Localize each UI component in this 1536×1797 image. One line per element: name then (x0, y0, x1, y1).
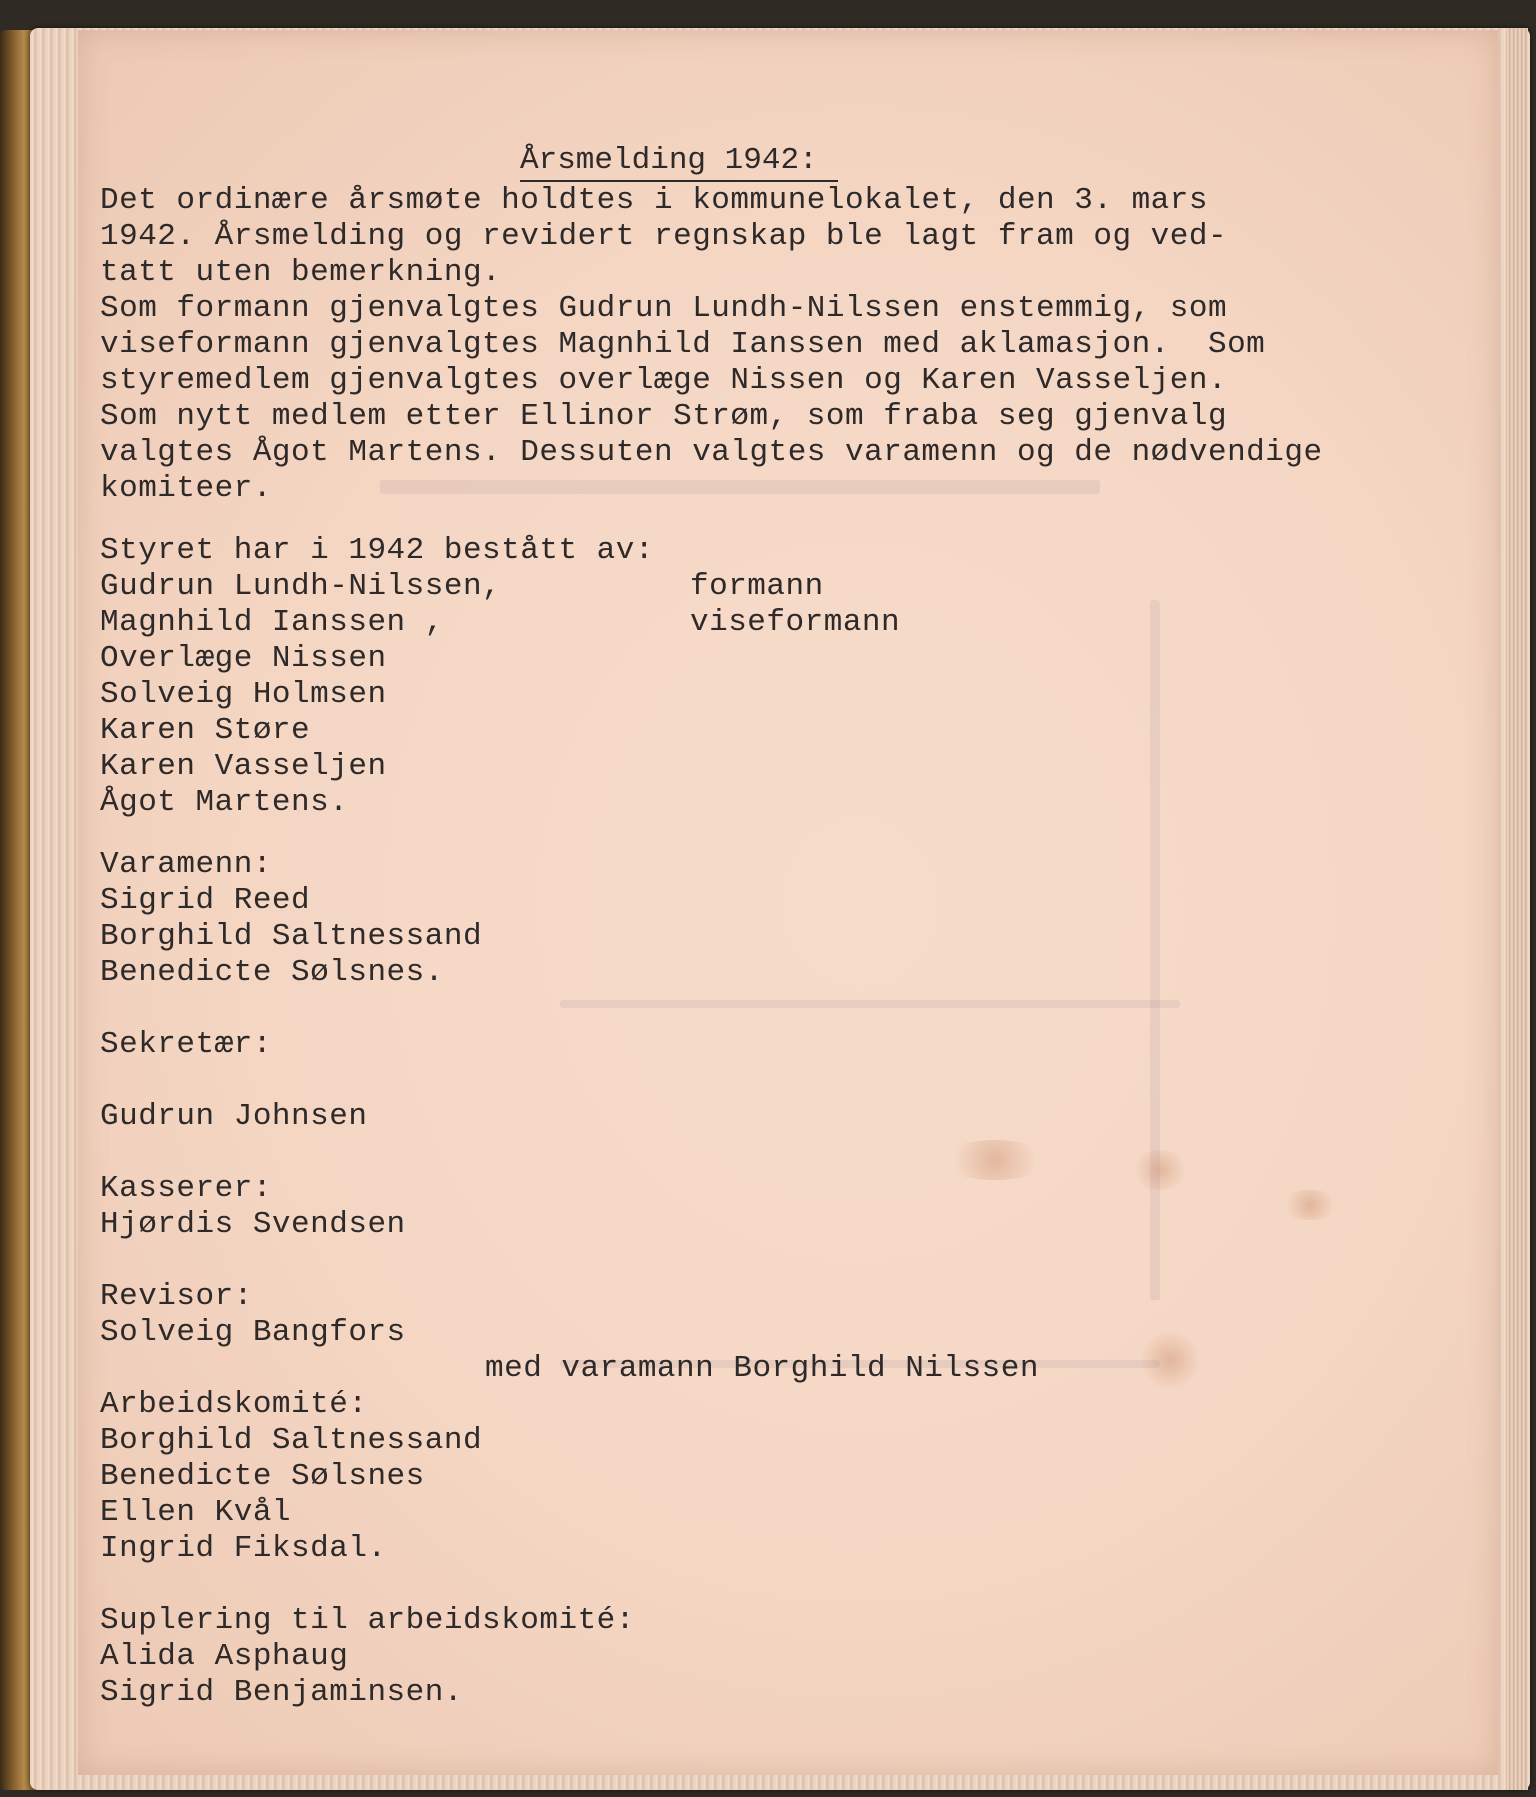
arbeid-heading: Arbeidskomité: (100, 1387, 368, 1422)
board-member: Magnhild Ianssen , (100, 605, 444, 640)
intro-line: Det ordinære årsmøte holdtes i kommunelokalet, den 3. mars (100, 183, 1208, 218)
intro-line: Som nytt medlem etter Ellinor Strøm, som fraba seg gjenvalg (100, 399, 1228, 434)
revisor-heading: Revisor: (100, 1279, 253, 1314)
intro-line: styremedlem gjenvalgtes overlæge Nissen og Karen Vasseljen. (100, 363, 1228, 398)
board-member: Karen Støre (100, 713, 311, 748)
kasserer-name: Hjørdis Svendsen (100, 1207, 406, 1242)
board-member: Karen Vasseljen (100, 749, 387, 784)
board-list (100, 569, 1500, 821)
intro-line: viseformann gjenvalgtes Magnhild Ianssen med aklamasjon. Som (100, 327, 1266, 362)
suppl-heading: Suplering til arbeidskomité: (100, 1603, 635, 1638)
board-member: Ågot Martens. (100, 785, 349, 820)
board-member: Solveig Holmsen (100, 677, 387, 712)
board-role: formann (690, 569, 824, 604)
document-title: Årsmelding 1942: (520, 143, 838, 182)
sekretar-heading: Sekretær: (100, 1027, 272, 1062)
intro-line: 1942. Årsmelding og revidert regnskap ble lagt fram og ved- (100, 219, 1228, 254)
suppl-member: Sigrid Benjaminsen. (100, 1675, 463, 1710)
intro-line: Som formann gjenvalgtes Gudrun Lundh-Nilssen enstemmig, som (100, 291, 1228, 326)
board-role: viseformann (690, 605, 901, 640)
varamann: Sigrid Reed (100, 883, 311, 918)
varamenn-heading: Varamenn: (100, 847, 272, 882)
arbeid-member: Borghild Saltnessand (100, 1423, 483, 1458)
intro-line: valgtes Ågot Martens. Dessuten valgtes varamenn og de nødvendige (100, 435, 1323, 470)
page-edges (1506, 28, 1528, 1790)
typed-text (100, 145, 1500, 1711)
suppl-member: Alida Asphaug (100, 1639, 349, 1674)
intro-line: tatt uten bemerkning. (100, 255, 502, 290)
sekretar-name: Gudrun Johnsen (100, 1099, 368, 1134)
arbeid-member: Ellen Kvål (100, 1495, 292, 1530)
board-member: Overlæge Nissen (100, 641, 387, 676)
revisor-vara: med varamann Borghild Nilssen (485, 1351, 1039, 1386)
revisor-name: Solveig Bangfors (100, 1315, 406, 1350)
board-heading: Styret har i 1942 bestått av: (100, 533, 654, 568)
arbeid-member: Ingrid Fiksdal. (100, 1531, 387, 1566)
arbeid-member: Benedicte Sølsnes (100, 1459, 425, 1494)
varamann: Benedicte Sølsnes. (100, 955, 444, 990)
kasserer-heading: Kasserer: (100, 1171, 272, 1206)
intro-line: komiteer. (100, 471, 272, 506)
varamann: Borghild Saltnessand (100, 919, 483, 954)
board-member: Gudrun Lundh-Nilssen, (100, 569, 502, 604)
